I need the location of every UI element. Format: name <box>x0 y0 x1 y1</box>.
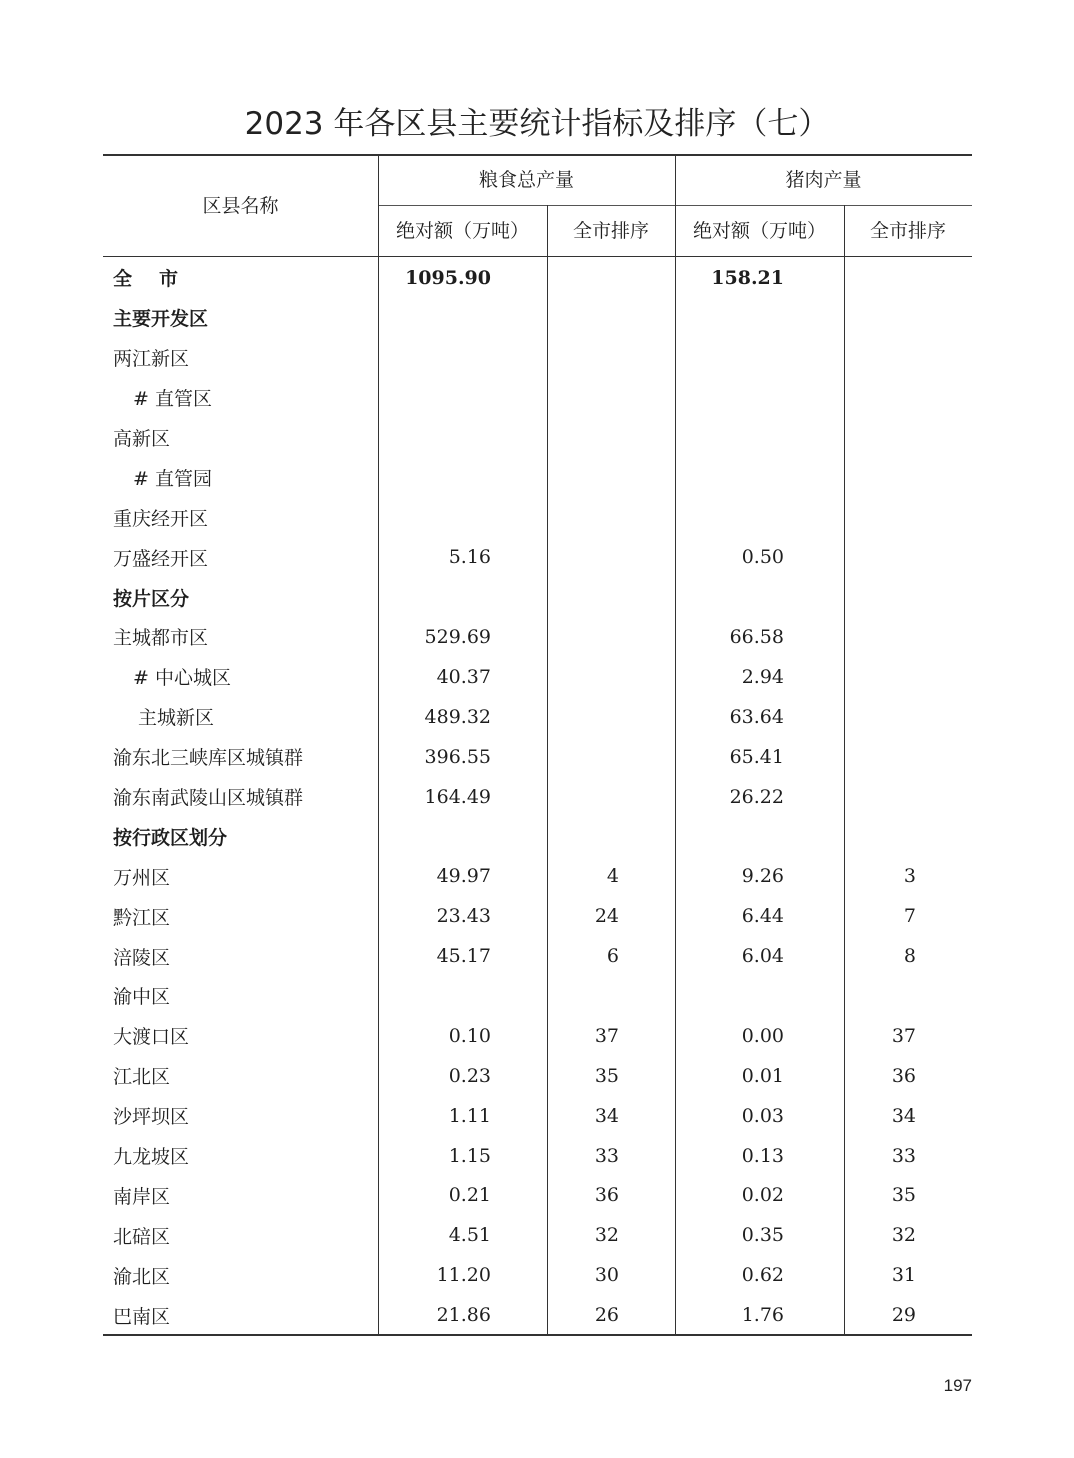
region-name-cell <box>103 1255 378 1295</box>
grain-rank-cell <box>547 1255 675 1295</box>
region-name-cell <box>103 1056 378 1096</box>
grain-output-text: 5.16 <box>448 546 491 569</box>
pork-output-text: 2.94 <box>741 665 784 688</box>
pork-rank-cell <box>844 1175 972 1215</box>
pork-output-text: 0.01 <box>741 1064 784 1087</box>
header-pork-group: 猪肉产量 <box>785 169 862 191</box>
grain-output-text: 45.17 <box>436 945 491 968</box>
grain-rank-text: 33 <box>594 1144 619 1167</box>
grain-rank-cell <box>547 657 675 697</box>
header-pork-absolute: 绝对额（万吨） <box>692 220 826 242</box>
pork-output-cell <box>675 617 844 657</box>
table-row <box>103 1215 972 1255</box>
grain-rank-cell <box>547 1215 675 1255</box>
region-name-text: 渝东南武陵山区城镇群 <box>113 787 304 810</box>
region-name-text: 大渡口区 <box>113 1026 190 1049</box>
table-row <box>103 976 972 1016</box>
pork-output-cell <box>675 1016 844 1056</box>
table-row <box>103 617 972 657</box>
grain-output-cell <box>378 418 547 458</box>
pork-rank-cell <box>844 896 972 936</box>
grain-output-text: 1.11 <box>448 1104 491 1127</box>
region-name-text: 重庆经开区 <box>113 507 209 530</box>
page-title: 2023 年各区县主要统计指标及排序（七） <box>244 106 830 142</box>
pork-rank-text: 35 <box>891 1184 916 1207</box>
pork-output-cell <box>675 1056 844 1096</box>
pork-rank-text: 36 <box>891 1064 916 1087</box>
region-name-text: 黔江区 <box>113 906 171 929</box>
pork-output-text: 0.00 <box>741 1024 784 1047</box>
grain-rank-text: 24 <box>594 905 619 928</box>
region-name-text: 渝北区 <box>113 1265 171 1288</box>
pork-rank-cell <box>844 1056 972 1096</box>
header-bottom-rule <box>103 256 972 257</box>
grain-rank-cell <box>547 777 675 817</box>
region-name-text: 两江新区 <box>113 348 190 371</box>
region-name-cell <box>103 497 378 537</box>
region-name-text: 渝中区 <box>113 986 171 1009</box>
pork-rank-text: 34 <box>891 1104 916 1127</box>
pork-rank-cell <box>844 537 972 577</box>
region-name-cell <box>103 1175 378 1215</box>
region-name-cell <box>103 856 378 896</box>
region-name-cell <box>103 457 378 497</box>
region-name-cell <box>103 816 378 856</box>
region-name-cell <box>103 1096 378 1136</box>
grain-rank-cell <box>547 697 675 737</box>
pork-output-cell <box>675 378 844 418</box>
table-row <box>103 1295 972 1335</box>
region-name-cell <box>103 298 378 338</box>
grain-rank-cell <box>547 1175 675 1215</box>
grain-rank-cell <box>547 856 675 896</box>
grain-output-cell <box>378 777 547 817</box>
pork-output-cell <box>675 497 844 537</box>
pork-output-cell <box>675 657 844 697</box>
table-row <box>103 457 972 497</box>
grain-output-text: 1095.90 <box>405 266 491 289</box>
grain-rank-cell <box>547 258 675 298</box>
pork-output-text: 0.62 <box>741 1264 784 1287</box>
grain-rank-cell <box>547 338 675 378</box>
table-row <box>103 577 972 617</box>
pork-output-text: 0.02 <box>741 1184 784 1207</box>
grain-rank-cell <box>547 457 675 497</box>
pork-rank-cell <box>844 617 972 657</box>
region-name-text: # 直管园 <box>133 467 212 490</box>
grain-output-cell <box>378 497 547 537</box>
grain-output-text: 529.69 <box>424 625 491 648</box>
grain-rank-cell <box>547 1016 675 1056</box>
pork-output-cell <box>675 298 844 338</box>
grain-rank-cell <box>547 537 675 577</box>
grain-rank-cell <box>547 378 675 418</box>
pork-rank-cell <box>844 697 972 737</box>
region-name-text: 按片区分 <box>113 587 190 610</box>
grain-output-cell <box>378 896 547 936</box>
pork-output-cell <box>675 577 844 617</box>
header-region-name: 区县名称 <box>202 195 279 217</box>
grain-rank-cell <box>547 1295 675 1335</box>
region-name-cell <box>103 418 378 458</box>
grain-rank-cell <box>547 976 675 1016</box>
pork-output-cell <box>675 777 844 817</box>
region-name-text: 九龙坡区 <box>113 1146 190 1169</box>
table-row <box>103 1096 972 1136</box>
region-name-text: 全市 <box>113 268 206 291</box>
pork-rank-cell <box>844 338 972 378</box>
grain-rank-cell <box>547 936 675 976</box>
region-name-text: # 中心城区 <box>133 667 231 690</box>
pork-rank-text: 8 <box>903 945 916 968</box>
region-name-cell <box>103 1295 378 1335</box>
header-pork-rank: 全市排序 <box>869 220 946 242</box>
grain-rank-text: 30 <box>594 1264 619 1287</box>
pork-output-cell <box>675 338 844 378</box>
stats-table <box>103 258 972 1335</box>
pork-output-cell <box>675 896 844 936</box>
table-row <box>103 856 972 896</box>
grain-output-cell <box>378 1136 547 1176</box>
pork-output-text: 0.35 <box>741 1224 784 1247</box>
pork-output-text: 66.58 <box>729 625 784 648</box>
region-name-cell <box>103 537 378 577</box>
grain-rank-cell <box>547 737 675 777</box>
grain-output-cell <box>378 457 547 497</box>
region-name-cell <box>103 1215 378 1255</box>
pork-rank-text: 31 <box>891 1264 916 1287</box>
grain-rank-cell <box>547 1056 675 1096</box>
grain-rank-cell <box>547 497 675 537</box>
region-name-cell <box>103 258 378 298</box>
pork-output-text: 158.21 <box>711 266 784 289</box>
pork-output-cell <box>675 816 844 856</box>
grain-output-cell <box>378 258 547 298</box>
region-name-text: 按行政区划分 <box>113 826 228 849</box>
pork-output-cell <box>675 1096 844 1136</box>
pork-rank-text: 3 <box>903 865 916 888</box>
pork-rank-cell <box>844 936 972 976</box>
grain-output-text: 396.55 <box>424 745 491 768</box>
pork-output-cell <box>675 1175 844 1215</box>
pork-output-cell <box>675 1215 844 1255</box>
region-name-cell <box>103 657 378 697</box>
table-row <box>103 338 972 378</box>
grain-output-cell <box>378 737 547 777</box>
pork-output-text: 0.50 <box>741 546 784 569</box>
pork-output-text: 9.26 <box>741 865 784 888</box>
grain-output-cell <box>378 936 547 976</box>
stats-table-body <box>103 258 972 1335</box>
pork-rank-cell <box>844 1136 972 1176</box>
grain-rank-text: 37 <box>594 1024 619 1047</box>
grain-output-cell <box>378 617 547 657</box>
table-row <box>103 298 972 338</box>
pork-rank-cell <box>844 657 972 697</box>
region-name-text: 北碚区 <box>113 1225 171 1248</box>
pork-output-cell <box>675 936 844 976</box>
pork-output-cell <box>675 697 844 737</box>
region-name-cell <box>103 976 378 1016</box>
region-name-cell <box>103 896 378 936</box>
pork-output-cell <box>675 737 844 777</box>
region-name-cell <box>103 1016 378 1056</box>
table-row <box>103 777 972 817</box>
region-name-text: 万州区 <box>113 866 171 889</box>
pork-output-text: 26.22 <box>729 785 784 808</box>
pork-output-text: 1.76 <box>741 1304 784 1327</box>
grain-output-cell <box>378 298 547 338</box>
table-row <box>103 378 972 418</box>
region-name-text: 江北区 <box>113 1066 171 1089</box>
grain-output-cell <box>378 577 547 617</box>
grain-output-text: 1.15 <box>448 1144 491 1167</box>
pork-output-text: 65.41 <box>729 745 784 768</box>
pork-output-text: 0.03 <box>741 1104 784 1127</box>
grain-rank-text: 34 <box>594 1104 619 1127</box>
pork-rank-cell <box>844 1295 972 1335</box>
table-row <box>103 657 972 697</box>
grain-rank-cell <box>547 816 675 856</box>
grain-rank-cell <box>547 298 675 338</box>
pork-output-text: 63.64 <box>729 705 784 728</box>
pork-rank-cell <box>844 1255 972 1295</box>
grain-output-text: 0.21 <box>448 1184 491 1207</box>
grain-rank-cell <box>547 896 675 936</box>
table-top-rule <box>103 154 972 156</box>
pork-output-cell <box>675 537 844 577</box>
region-name-cell <box>103 378 378 418</box>
region-name-cell <box>103 697 378 737</box>
table-row <box>103 537 972 577</box>
grain-output-cell <box>378 1016 547 1056</box>
table-row <box>103 1255 972 1295</box>
grain-output-cell <box>378 976 547 1016</box>
grain-rank-cell <box>547 617 675 657</box>
pork-output-text: 0.13 <box>741 1144 784 1167</box>
grain-output-cell <box>378 1096 547 1136</box>
pork-rank-cell <box>844 378 972 418</box>
pork-rank-text: 32 <box>891 1224 916 1247</box>
grain-output-text: 489.32 <box>424 705 491 728</box>
pork-output-cell <box>675 457 844 497</box>
region-name-text: 南岸区 <box>113 1185 171 1208</box>
grain-rank-cell <box>547 1096 675 1136</box>
region-name-cell <box>103 1136 378 1176</box>
grain-output-cell <box>378 378 547 418</box>
table-row <box>103 1056 972 1096</box>
region-name-cell <box>103 936 378 976</box>
grain-output-text: 40.37 <box>436 665 491 688</box>
region-name-text: # 直管区 <box>133 388 212 411</box>
grain-output-cell <box>378 816 547 856</box>
table-row <box>103 816 972 856</box>
grain-rank-text: 32 <box>594 1224 619 1247</box>
region-name-text: 沙坪坝区 <box>113 1106 190 1129</box>
pork-output-cell <box>675 976 844 1016</box>
pork-rank-cell <box>844 418 972 458</box>
pork-rank-text: 33 <box>891 1144 916 1167</box>
pork-rank-cell <box>844 577 972 617</box>
grain-rank-text: 35 <box>594 1064 619 1087</box>
page-number: 197 <box>943 1376 972 1395</box>
region-name-text: 主要开发区 <box>113 308 209 331</box>
region-name-text: 巴南区 <box>113 1305 171 1328</box>
grain-output-cell <box>378 537 547 577</box>
grain-output-text: 0.10 <box>448 1024 491 1047</box>
grain-output-cell <box>378 1056 547 1096</box>
table-row <box>103 1016 972 1056</box>
grain-output-cell <box>378 1175 547 1215</box>
grain-rank-text: 6 <box>606 945 619 968</box>
grain-rank-text: 26 <box>594 1304 619 1327</box>
grain-output-cell <box>378 1215 547 1255</box>
header-grain-absolute: 绝对额（万吨） <box>395 220 529 242</box>
table-row <box>103 418 972 458</box>
pork-rank-cell <box>844 298 972 338</box>
grain-rank-text: 36 <box>594 1184 619 1207</box>
pork-rank-cell <box>844 1215 972 1255</box>
table-row <box>103 258 972 298</box>
region-name-text: 涪陵区 <box>113 946 171 969</box>
pork-output-cell <box>675 1136 844 1176</box>
pork-rank-cell <box>844 976 972 1016</box>
pork-rank-cell <box>844 777 972 817</box>
pork-output-cell <box>675 856 844 896</box>
grain-output-cell <box>378 697 547 737</box>
pork-output-cell <box>675 1295 844 1335</box>
region-name-text: 渝东北三峡库区城镇群 <box>113 747 304 770</box>
pork-rank-cell <box>844 816 972 856</box>
region-name-cell <box>103 737 378 777</box>
table-row <box>103 1175 972 1215</box>
grain-rank-text: 4 <box>606 865 619 888</box>
region-name-text: 高新区 <box>113 428 171 450</box>
table-row <box>103 737 972 777</box>
pork-rank-cell <box>844 497 972 537</box>
grain-output-text: 164.49 <box>424 785 491 808</box>
pork-output-cell <box>675 1255 844 1295</box>
pork-output-cell <box>675 418 844 458</box>
table-row <box>103 1136 972 1176</box>
grain-output-cell <box>378 657 547 697</box>
pork-rank-text: 29 <box>891 1304 916 1327</box>
pork-rank-cell <box>844 457 972 497</box>
pork-rank-cell <box>844 1096 972 1136</box>
pork-output-text: 6.44 <box>741 905 784 928</box>
grain-output-text: 23.43 <box>436 905 491 928</box>
grain-rank-cell <box>547 577 675 617</box>
table-row <box>103 497 972 537</box>
pork-rank-cell <box>844 737 972 777</box>
region-name-text: 万盛经开区 <box>113 547 209 570</box>
pork-output-cell <box>675 258 844 298</box>
grain-rank-cell <box>547 418 675 458</box>
grain-output-cell <box>378 338 547 378</box>
table-row <box>103 896 972 936</box>
pork-rank-cell <box>844 258 972 298</box>
pork-rank-text: 37 <box>891 1024 916 1047</box>
table-row <box>103 936 972 976</box>
region-name-text: 主城都市区 <box>113 627 209 650</box>
region-name-text: 主城新区 <box>138 707 215 730</box>
region-name-cell <box>103 777 378 817</box>
pork-rank-text: 7 <box>903 905 916 928</box>
header-grain-group: 粮食总产量 <box>478 169 574 191</box>
region-name-cell <box>103 577 378 617</box>
region-name-cell <box>103 617 378 657</box>
pork-rank-cell <box>844 1016 972 1056</box>
grain-output-text: 21.86 <box>436 1304 491 1327</box>
grain-output-text: 11.20 <box>436 1264 491 1287</box>
table-row <box>103 697 972 737</box>
grain-output-text: 0.23 <box>448 1064 491 1087</box>
grain-output-text: 49.97 <box>436 865 491 888</box>
pork-rank-cell <box>844 856 972 896</box>
grain-output-cell <box>378 1295 547 1335</box>
pork-output-text: 6.04 <box>741 945 784 968</box>
region-name-cell <box>103 338 378 378</box>
grain-rank-cell <box>547 1136 675 1176</box>
grain-output-cell <box>378 1255 547 1295</box>
header-grain-rank: 全市排序 <box>572 220 649 242</box>
grain-output-text: 4.51 <box>448 1224 491 1247</box>
grain-output-cell <box>378 856 547 896</box>
